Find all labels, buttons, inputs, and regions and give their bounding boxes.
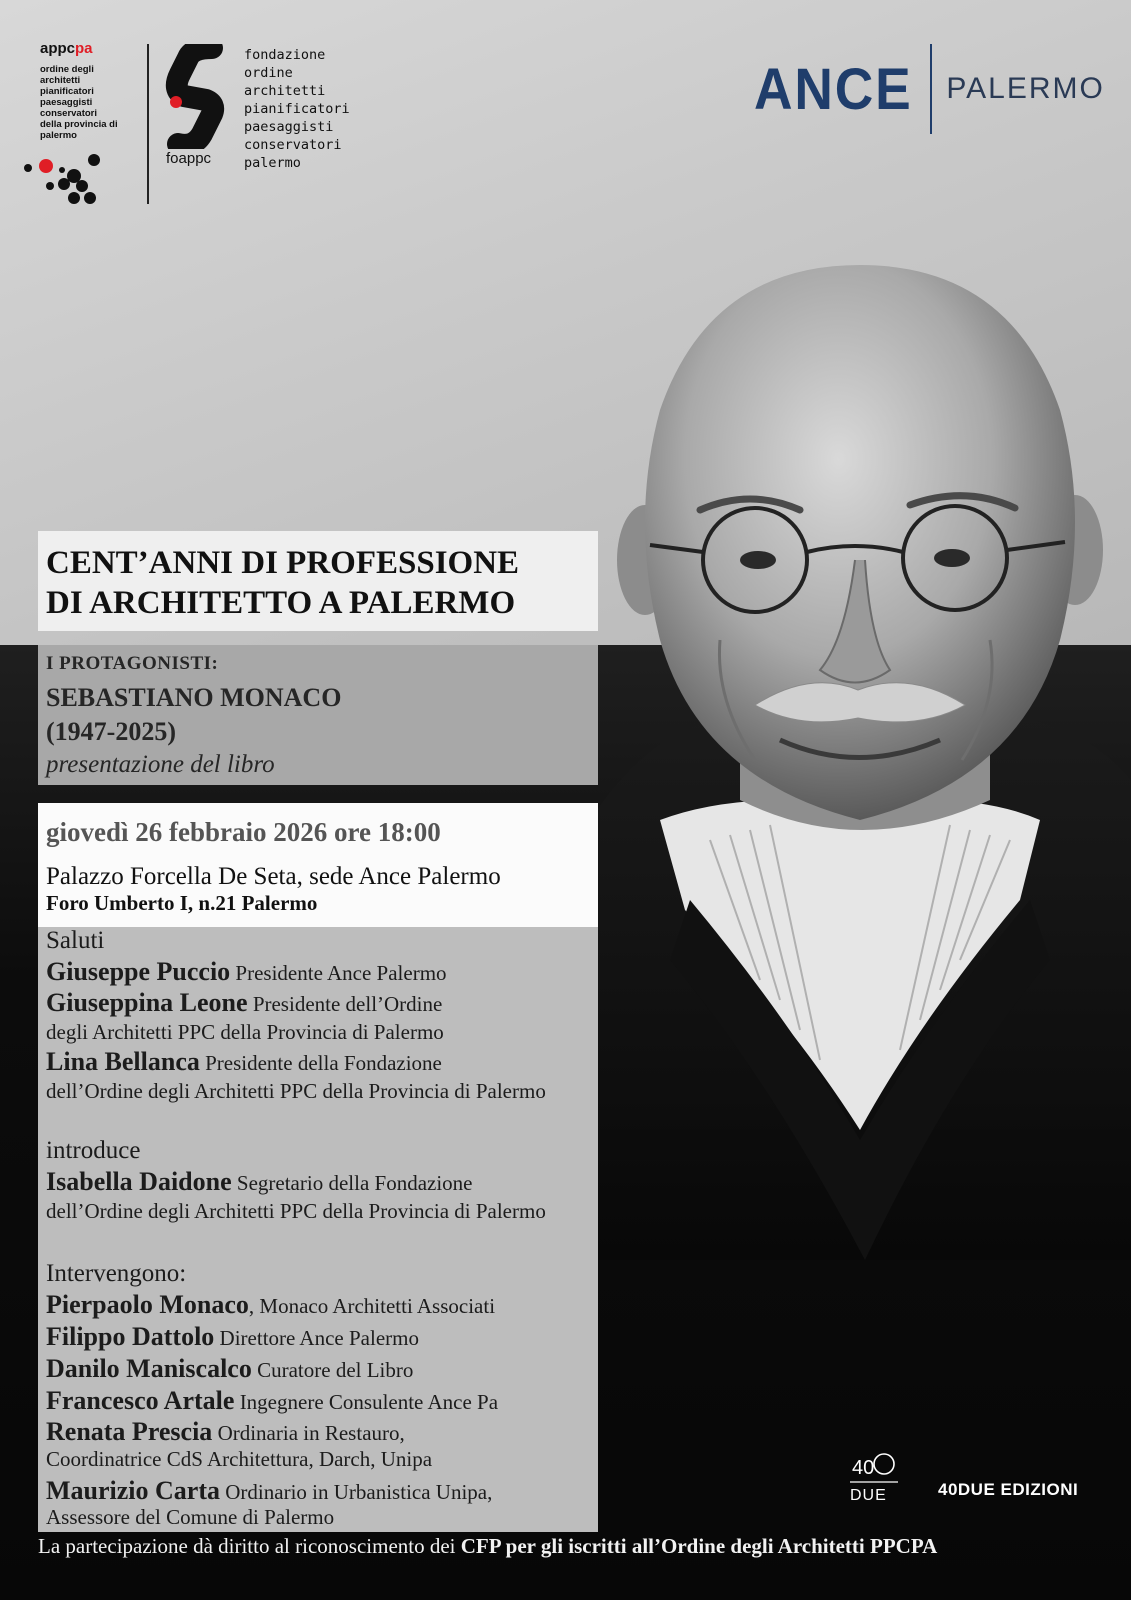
person-name: Renata Prescia	[46, 1417, 213, 1446]
person-name: Danilo Maniscalco	[46, 1354, 252, 1383]
ance-logo-city: PALERMO	[946, 72, 1105, 105]
portrait-photo	[590, 260, 1131, 1260]
person-name: Pierpaolo Monaco	[46, 1290, 249, 1319]
person-role: Curatore del Libro	[251, 1358, 414, 1382]
appc-logo-text: ordine degli architetti pianificatori paesaggisti conservatori della provincia di palermo	[40, 64, 118, 141]
foappc-logo-icon	[162, 44, 232, 149]
greeting-item	[46, 1047, 442, 1077]
person-role-continued: Coordinatrice CdS Architettura, Darch, Unipa	[46, 1447, 433, 1471]
event-info-panel	[38, 803, 598, 927]
ance-logo-divider	[930, 44, 932, 134]
footer-text: La partecipazione dà diritto al riconoscimento dei	[38, 1534, 461, 1558]
ance-logo-text: ANCE	[754, 56, 913, 122]
logo-divider	[147, 44, 149, 204]
person-role: Presidente Ance Palermo	[230, 961, 447, 985]
publisher-mark-top: 40	[852, 1457, 875, 1479]
appc-logo-title	[40, 40, 93, 57]
person-name: Isabella Daidone	[46, 1167, 232, 1196]
person-role: Presidente dell’Ordine	[247, 992, 443, 1016]
appc-logo	[22, 40, 142, 210]
protagonist-panel	[38, 645, 598, 785]
person-role-continued: degli Architetti PPC della Provincia di Palermo	[46, 1020, 444, 1044]
speaker-item	[46, 1354, 413, 1384]
appc-logo-name-red: pa	[75, 40, 93, 57]
speaker-item	[46, 1417, 405, 1447]
speaker-item	[46, 1386, 498, 1416]
publisher-name: 40DUE EDIZIONI	[938, 1480, 1079, 1499]
person-role: Presidente della Fondazione	[199, 1051, 442, 1075]
person-role-continued: Assessore del Comune di Palermo	[46, 1505, 335, 1529]
person-name: Giuseppina Leone	[46, 988, 248, 1017]
person-role: Ordinario in Urbanistica Unipa,	[220, 1480, 493, 1504]
event-venue: Palazzo Forcella De Seta, sede Ance Palermo	[46, 863, 501, 890]
footer-bold-text: CFP per gli iscritti all’Ordine degli Architetti PPCPA	[460, 1534, 938, 1558]
publisher-logo-icon	[848, 1448, 900, 1504]
person-name: Giuseppe Puccio	[46, 957, 231, 986]
protagonist-name: SEBASTIANO MONACO (1947-2025)	[46, 683, 342, 746]
program-panel	[38, 927, 598, 1532]
dots-logo-icon	[22, 150, 106, 206]
appc-logo-name: appc	[40, 40, 76, 57]
person-name: Maurizio Carta	[46, 1476, 221, 1505]
speakers-label: Intervengono:	[46, 1260, 187, 1287]
person-name: Filippo Dattolo	[46, 1322, 215, 1351]
person-name: Francesco Artale	[46, 1386, 235, 1415]
person-role-continued: dell’Ordine degli Architetti PPC della Provincia di Palermo	[46, 1199, 546, 1223]
person-role-continued: dell’Ordine degli Architetti PPC della Provincia di Palermo	[46, 1079, 546, 1103]
protagonists-label: I PROTAGONISTI:	[46, 653, 219, 674]
person-role: Ordinaria in Restauro,	[212, 1421, 405, 1445]
greeting-item	[46, 988, 442, 1018]
intro-label: introduce	[46, 1137, 141, 1164]
greetings-label: Saluti	[46, 927, 105, 954]
person-name: Lina Bellanca	[46, 1047, 200, 1076]
person-role: , Monaco Architetti Associati	[248, 1294, 496, 1318]
speaker-item	[46, 1476, 492, 1506]
speaker-item	[46, 1322, 419, 1352]
ance-palermo-logo	[754, 44, 1105, 134]
event-date: giovedì 26 febbraio 2026 ore 18:00	[46, 817, 441, 847]
person-role: Segretario della Fondazione	[231, 1171, 473, 1195]
intro-item	[46, 1167, 473, 1197]
foappc-logo-name: foappc	[166, 150, 212, 167]
poster-title: CENT’ANNI DI PROFESSIONE DI ARCHITETTO A PALERMO	[46, 545, 520, 621]
book-presentation-label: presentazione del libro	[46, 751, 275, 778]
greeting-item	[46, 957, 447, 987]
speaker-item	[46, 1290, 495, 1320]
person-role: Ingegnere Consulente Ance Pa	[234, 1390, 499, 1414]
publisher-mark-bottom: DUE	[850, 1487, 887, 1504]
cfp-footer-note	[38, 1534, 937, 1559]
event-address: Foro Umberto I, n.21 Palermo	[46, 891, 318, 915]
title-panel	[38, 531, 598, 631]
foundation-logo-text: fondazione ordine architetti pianificatori paesaggisti conservatori palermo	[244, 47, 350, 171]
person-role: Direttore Ance Palermo	[214, 1326, 419, 1350]
